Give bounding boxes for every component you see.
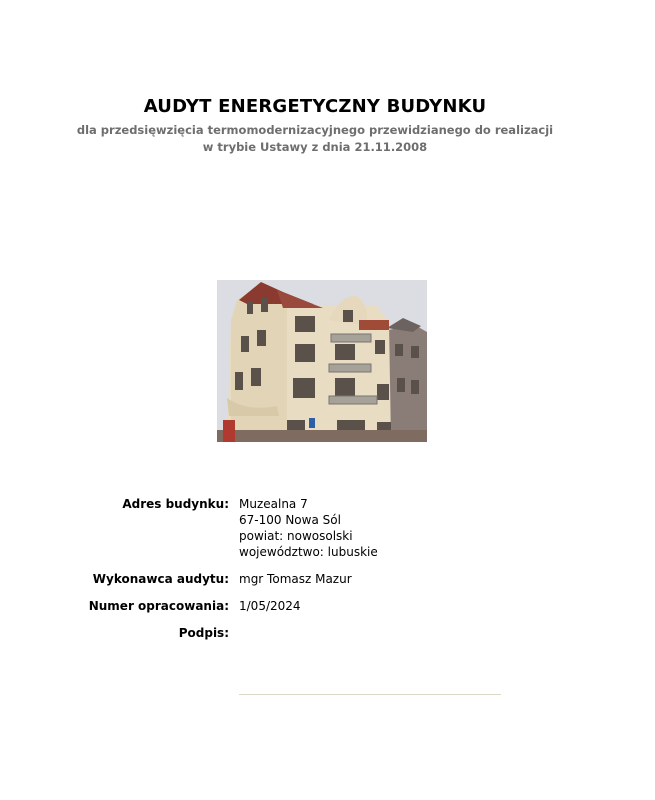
subtitle-line-2: w trybie Ustawy z dnia 21.11.2008 (202, 140, 428, 154)
address-line-3: powiat: nowosolski (239, 529, 353, 543)
building-photo (217, 280, 427, 442)
address-line-4: województwo: lubuskie (239, 545, 378, 559)
address-line-1: Muzealna 7 (239, 497, 308, 511)
auditor-label: Wykonawca audytu: (92, 572, 229, 586)
page-title: AUDYT ENERGETYCZNY BUDYNKU (143, 96, 487, 117)
signature-label: Podpis: (178, 626, 229, 640)
address-label: Adres budynku: (122, 497, 229, 511)
address-line-2: 67-100 Nowa Sól (239, 513, 341, 527)
auditor-value: mgr Tomasz Mazur (239, 572, 352, 586)
subtitle-line-1: dla przedsięwzięcia termomodernizacyjnego przewidzianego do realizacji (76, 123, 554, 137)
signature-line (239, 694, 501, 695)
report-number-label: Numer opracowania: (88, 599, 229, 613)
report-number-value: 1/05/2024 (239, 599, 301, 613)
